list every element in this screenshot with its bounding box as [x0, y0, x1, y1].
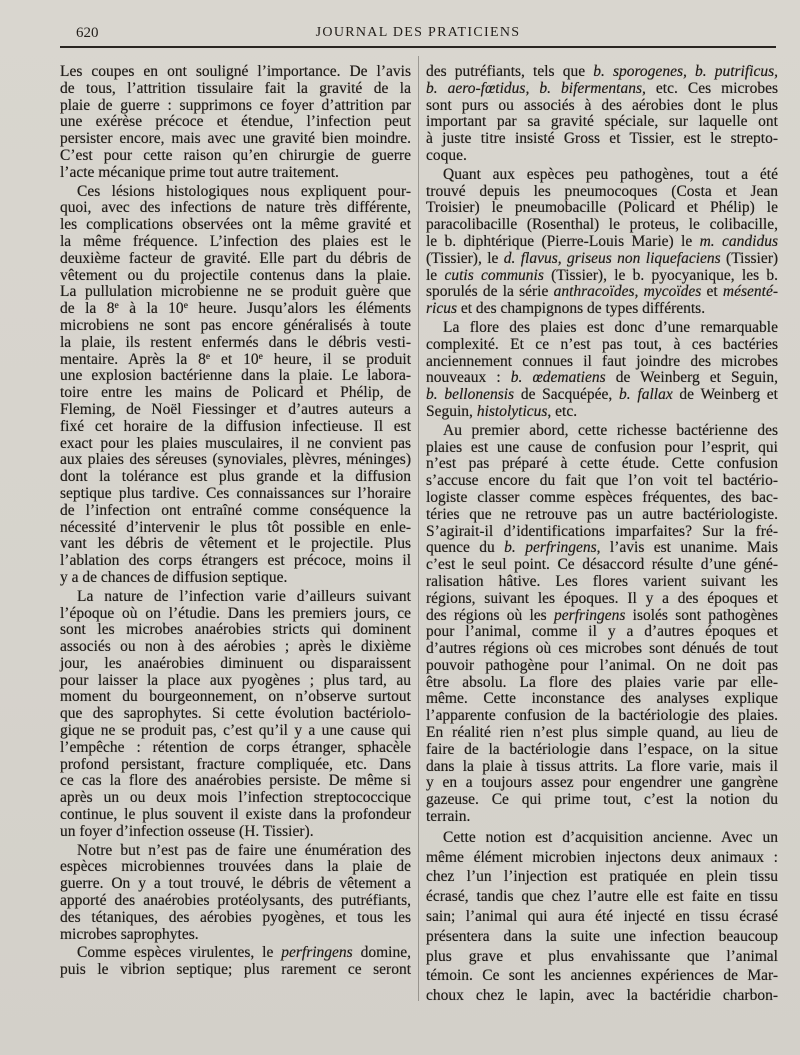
text-run: mentaire. Après la 8	[60, 350, 206, 368]
text-line	[426, 507, 778, 524]
text-line	[60, 402, 411, 419]
text-run: n’est pas préparé à cette étude. Cette confusion	[426, 455, 778, 473]
text-line	[60, 64, 411, 81]
text-line	[60, 419, 411, 436]
text-run: et	[701, 283, 723, 301]
italic-text: cutis communis	[444, 266, 544, 284]
text-run: pouvoir pathogène pour l’animal. On ne doit pas	[426, 656, 778, 674]
text-run: de Weinberg et Seguin,	[605, 369, 778, 387]
text-run: guerre. On y a tout trouvé, le débris de vêtement a	[60, 875, 411, 893]
text-run: des régions où les	[426, 606, 554, 624]
text-line	[60, 536, 411, 553]
italic-text: mésenté-	[722, 283, 779, 301]
text-line	[426, 907, 778, 927]
italic-text: m. candidus	[699, 232, 778, 250]
text-line	[426, 131, 778, 148]
text-line	[426, 217, 778, 234]
text-line	[426, 456, 778, 473]
italic-text: b. sporogenes, b. putrificus,	[593, 63, 779, 80]
italic-text: anthracoïdes, mycoïdes	[553, 283, 702, 301]
paragraph	[426, 167, 778, 318]
text-run: de Sacquépée,	[514, 386, 620, 404]
text-line	[426, 809, 778, 826]
text-run: ralisation hâtive. Les flores varient suivant les	[426, 572, 778, 590]
text-line	[60, 689, 411, 706]
text-line	[60, 520, 411, 537]
text-run: vant les débris de vêtement et le projectile. Plus	[60, 535, 411, 553]
text-line	[426, 404, 778, 421]
text-run: choux chez le lapin, avec la bactéridie charbon-	[426, 987, 778, 1005]
text-run: gique ne se produit pas, c’est qu’il y a une cause qui	[60, 722, 411, 740]
text-run: Troisier) le pneumobacille (Policard et Phélip) le	[426, 199, 778, 217]
text-line	[60, 268, 411, 285]
text-line	[426, 927, 778, 947]
text-line	[426, 524, 778, 541]
text-line	[60, 893, 411, 910]
text-line	[60, 452, 411, 469]
text-line	[426, 64, 778, 81]
text-line	[426, 354, 778, 371]
text-line	[60, 98, 411, 115]
text-run: exact pour les plaies musculaires, il ne convient pas	[60, 434, 411, 452]
text-line	[426, 966, 778, 986]
text-run: (Tissier), le	[426, 249, 504, 267]
text-run: Fleming, de Noël Fiessinger et d’autres auteurs a	[60, 400, 411, 418]
paragraph	[60, 184, 411, 587]
text-line	[426, 490, 778, 507]
text-run: sont purs ou associés à des aérobies dont le plus	[426, 96, 778, 114]
text-run: vêtement ou du projectile contenus dans la plaie.	[60, 266, 411, 284]
text-line	[426, 557, 778, 574]
text-line	[60, 486, 411, 503]
text-line	[426, 792, 778, 809]
text-run: continue, le plus souvent il existe dans la profondeur	[60, 806, 411, 824]
text-run: paracolibacille (Rosenthal) le proteus, le colibacille,	[426, 216, 778, 234]
text-run: une exérèse précoce et étendue, l’infection peut	[60, 113, 411, 131]
text-run: de Weinberg et	[672, 386, 778, 404]
text-run: anciennement connues il faut joindre des microbes	[426, 352, 778, 370]
text-line	[426, 184, 778, 201]
superscript: e	[114, 300, 119, 312]
right-column	[426, 64, 778, 1006]
text-run: des tétaniques, des aérobies pyogènes, et tous les	[60, 908, 411, 926]
text-run: et 10	[210, 350, 259, 368]
text-line	[426, 867, 778, 887]
text-run: plaies est une cause de confusion pour l’esprit, qui	[426, 438, 778, 456]
text-run: trouvé depuis les pneumocoques (Costa et Jean	[426, 182, 778, 200]
text-line	[426, 337, 778, 354]
text-run: la plaie, ils restent enfermés dans le débris vesti-	[60, 333, 411, 351]
text-line	[426, 148, 778, 165]
superscript: e	[258, 350, 263, 362]
text-run: isolés sont pathogènes	[625, 606, 778, 624]
text-line	[426, 986, 778, 1006]
text-line	[426, 624, 778, 641]
text-line	[60, 656, 411, 673]
text-line	[426, 708, 778, 725]
text-run: espèces microbiennes trouvées dans la plaie de	[60, 858, 411, 876]
italic-text: d. flavus, griseus non liquefaciens	[503, 249, 721, 267]
text-line	[426, 200, 778, 217]
text-run: écrasé, tandis que chez l’autre elle est faite en tissu	[426, 888, 778, 906]
text-run: les complications observées ont la même gravité et	[60, 216, 411, 234]
text-run: s’accuse encore du fait que l’on voit tel bactério-	[426, 472, 778, 490]
text-run: la même fréquence. L’infection des plaies est le	[60, 232, 411, 250]
text-line	[426, 301, 778, 318]
text-run: (Tissier), le b. pyocyanique, les b.	[543, 266, 778, 284]
text-line	[60, 217, 411, 234]
text-line	[60, 385, 411, 402]
text-line	[426, 828, 778, 848]
paragraph	[60, 589, 411, 841]
text-run: Cette notion est d’acquisition ancienne. Avec un	[443, 828, 778, 846]
text-run: d’autres régions où ces microbes sont dénués de tout	[426, 640, 778, 658]
italic-text: perfringens	[553, 606, 626, 624]
text-run: l’époque où on l’étudie. Dans les premiers jours, ce	[60, 604, 411, 622]
text-run: Quant aux espèces peu pathogènes, tout a été	[443, 165, 778, 183]
text-line	[60, 606, 411, 623]
text-line	[426, 387, 778, 404]
text-run: quoi, avec des infections de nature très différente,	[60, 199, 411, 217]
text-run: y a de chances de diffusion septique.	[60, 568, 288, 586]
text-run: domine,	[352, 944, 411, 962]
text-run: y en a toujours assez pour engendrer une gangrène	[426, 774, 778, 792]
column-divider	[418, 56, 419, 1001]
text-line	[426, 370, 778, 387]
text-run: apporté des anaérobies protéolysants, des putréfiants,	[60, 892, 411, 910]
text-line	[426, 114, 778, 131]
header-rule	[60, 46, 776, 48]
text-run: gazeuse. Ce qui prime tout, c’est la notion du	[426, 791, 778, 809]
text-run: sain; l’animal qui aura été injecté en tissu écrasé	[426, 908, 778, 926]
text-line	[60, 251, 411, 268]
text-run: moment du bourgeonnement, on n’observe surtout	[60, 688, 411, 706]
text-line	[60, 740, 411, 757]
text-line	[426, 440, 778, 457]
italic-text: b. œdematiens	[510, 369, 606, 387]
text-line	[426, 574, 778, 591]
text-run: régions, suivant les époques. Il y a des époques et	[426, 589, 778, 607]
text-line	[60, 436, 411, 453]
left-column	[60, 64, 411, 979]
paragraph	[60, 64, 411, 182]
text-line	[426, 608, 778, 625]
text-line	[426, 675, 778, 692]
text-line	[60, 553, 411, 570]
text-line	[426, 658, 778, 675]
text-line	[426, 234, 778, 251]
text-run: l’apparente confusion de la bactériologie des plaies.	[426, 707, 778, 725]
text-line	[60, 335, 411, 352]
superscript: e	[183, 300, 188, 312]
text-run: de l’infection ont entraîné comme conséquence la	[60, 501, 411, 519]
text-line	[426, 540, 778, 557]
text-run: La nature de l’infection varie d’ailleurs suivant	[77, 587, 411, 605]
text-run: c’est le seul point. Ce désaccord résulte d’une géné-	[426, 556, 778, 574]
text-run: complexité. Et ce n’est pas tout, à ces bactéries	[426, 335, 778, 353]
text-run: ce cas la flore des anaérobies persiste. De même si	[60, 772, 411, 790]
text-run: La pullulation microbienne ne se produit guère que	[60, 283, 411, 301]
text-run: à la 10	[118, 300, 184, 318]
text-run: être absolu. La flore des plaies varie par elle-	[426, 673, 778, 691]
text-line	[426, 947, 778, 967]
italic-text: ricus	[426, 300, 457, 318]
text-run: etc. Ces microbes	[645, 79, 778, 97]
text-run: témoin. Ce sont les anciennes expériences de Mar-	[426, 967, 778, 985]
text-line	[60, 184, 411, 201]
text-run: le	[426, 266, 445, 284]
text-line	[60, 927, 411, 944]
text-run: La flore des plaies est donc d’une remarquable	[443, 318, 778, 336]
text-line	[60, 200, 411, 217]
text-run: septique plus tardive. Ces connaissances sur l’horaire	[60, 484, 411, 502]
text-run: et des champignons de types différents.	[457, 300, 706, 318]
text-run: dans la plaie à tissus attrits. La flore varie, mais il	[426, 757, 778, 775]
text-run: de la 8	[60, 300, 115, 318]
text-run: pour laisser la place aux pyogènes ; plus tard, au	[60, 671, 411, 689]
text-run: fixé cet horaire de la diffusion infectieuse. Il est	[60, 417, 411, 435]
text-run: (Tissier)	[720, 249, 779, 267]
text-line	[60, 284, 411, 301]
text-run: En réalité rien n’est plus simple quand, au lieu de	[426, 724, 778, 742]
text-run: jour, les anaérobies diminuent ou disparaissent	[60, 654, 411, 672]
text-line	[426, 423, 778, 440]
text-line	[426, 98, 778, 115]
text-line	[60, 962, 411, 979]
text-line	[426, 742, 778, 759]
text-run: Les coupes en ont souligné l’importance. De l’avis	[60, 63, 411, 80]
text-run: plaie de guerre : supprimons ce foyer d’attrition par	[60, 96, 411, 114]
text-run: que des saprophytes. Si cette évolution bactériolo-	[60, 705, 411, 723]
text-run: terrain.	[426, 808, 471, 826]
text-line	[60, 876, 411, 893]
text-run: Seguin,	[426, 402, 477, 420]
text-run: coque.	[426, 146, 467, 164]
text-line	[60, 843, 411, 860]
text-line	[60, 910, 411, 927]
text-line	[60, 165, 411, 182]
text-run: C’est pour cette raison qu’en chirurgie de guerre	[60, 146, 411, 164]
text-run: téries que ne retrouve pas un autre bactériologiste.	[426, 505, 778, 523]
text-run: une explosion bactérienne dans la plaie. Le labora-	[60, 367, 411, 385]
paragraph	[60, 843, 411, 944]
text-line	[60, 81, 411, 98]
text-run: pour l’animal, comme il y a d’autres époques et	[426, 623, 778, 641]
text-run: microbes saprophytes.	[60, 925, 199, 943]
text-run: l’empêche : rétention de corps étranger, sphacèle	[60, 738, 411, 756]
text-run: dont la tolérance est plus grande et la diffusion	[60, 468, 411, 486]
italic-text: b. bellonensis	[426, 386, 515, 404]
text-run: des putréfiants, tels que	[426, 63, 594, 80]
text-run: nouveaux :	[426, 369, 511, 387]
text-line	[60, 234, 411, 251]
text-run: aux plaies des séreuses (synoviales, plèvres, méninges)	[60, 451, 411, 469]
text-line	[60, 945, 411, 962]
text-run: même. Cette inconstance des analyses explique	[426, 690, 778, 708]
text-line	[60, 622, 411, 639]
running-head: JOURNAL DES PRATICIENS	[315, 25, 521, 40]
text-line	[426, 591, 778, 608]
text-line	[426, 320, 778, 337]
text-run: présentera dans la suite une infection beaucoup	[426, 927, 778, 945]
text-line	[60, 469, 411, 486]
text-line	[60, 757, 411, 774]
text-line	[60, 352, 411, 369]
text-line	[60, 148, 411, 165]
text-run: le b. diphtérique (Pierre-Louis Marie) le	[426, 232, 700, 250]
paragraph	[426, 423, 778, 826]
text-line	[60, 673, 411, 690]
text-run: de tous, l’attrition tissulaire fait la gravité de la	[60, 79, 411, 97]
text-line	[60, 318, 411, 335]
text-run: associés ou non à des aérobies ; après le dixième	[60, 638, 411, 656]
text-run: après un ou deux mois l’infection streptococcique	[60, 789, 411, 807]
text-run: toire entre les mains de Policard et Phélip, de	[60, 384, 411, 402]
page-number: 620	[76, 25, 99, 41]
text-line	[426, 759, 778, 776]
text-run: Comme espèces virulentes, le	[77, 944, 282, 962]
text-line	[60, 301, 411, 318]
paragraph	[426, 64, 778, 165]
text-run: l’acte mécanique prime tout autre traitement.	[60, 163, 339, 181]
text-run: persister encore, mais avec une gravité bien moindre.	[60, 130, 411, 148]
text-line	[60, 570, 411, 587]
text-line	[60, 639, 411, 656]
text-run: , l’avis est unanime. Mais	[596, 539, 778, 557]
text-line	[426, 167, 778, 184]
text-line	[426, 268, 778, 285]
text-line	[60, 368, 411, 385]
text-line	[60, 114, 411, 131]
text-run: puis le vibrion septique; plus rarement ce seront	[60, 961, 411, 979]
text-run: Au premier abord, cette richesse bactérienne des	[443, 421, 778, 439]
text-line	[426, 848, 778, 868]
text-run: profond persistant, fracture compliquée, etc. Dans	[60, 755, 411, 773]
text-run: même élément microbien injectons deux animaux :	[426, 848, 778, 866]
paragraph	[426, 320, 778, 421]
text-line	[60, 706, 411, 723]
text-run: quence du	[426, 539, 505, 557]
text-line	[426, 284, 778, 301]
text-line	[426, 251, 778, 268]
text-run: Notre but n’est pas de faire une énumération des	[77, 841, 411, 859]
text-line	[426, 81, 778, 98]
italic-text: perfringens	[281, 944, 353, 962]
text-line	[60, 824, 411, 841]
text-line	[426, 887, 778, 907]
text-run: faire de la bactériologie dans l’espace, on la situe	[426, 740, 778, 758]
text-line	[60, 589, 411, 606]
italic-text: b. aero-fœtidus, b. bifermentans,	[426, 79, 646, 97]
paragraph	[426, 828, 778, 1006]
text-line	[426, 725, 778, 742]
italic-text: histolyticus	[476, 402, 548, 420]
text-run: plus grave et plus envahissante que l’animal	[426, 947, 778, 965]
text-line	[60, 503, 411, 520]
text-run: sporulés de la série	[426, 283, 554, 301]
text-run: chez l’un l’injection est pratiquée en plein tissu	[426, 868, 778, 886]
text-run: logiste classer comme espèces fréquentes, des bac-	[426, 488, 778, 506]
text-line	[426, 775, 778, 792]
text-run: , etc.	[547, 402, 578, 420]
text-run: sont les microbes anaérobies stricts qui dominent	[60, 621, 411, 639]
text-run: l’ablation des corps étrangers est précoce, moins il	[60, 552, 411, 570]
text-line	[426, 641, 778, 658]
text-run: heure. Jusqu’alors les éléments	[187, 300, 411, 318]
text-line	[60, 807, 411, 824]
text-line	[60, 859, 411, 876]
text-run: à juste titre insisté Gross et Tissier, est le strepto-	[426, 130, 778, 148]
text-line	[426, 691, 778, 708]
text-run: nécessité d’intervenir le plus tôt possible en enle-	[60, 518, 411, 536]
text-line	[60, 773, 411, 790]
text-line	[60, 723, 411, 740]
text-line	[60, 790, 411, 807]
superscript: e	[205, 350, 211, 362]
text-run: deuxième facteur de gravité. Elle part du débris de	[60, 249, 411, 267]
text-run: important par sa gravité spéciale, sur laquelle ont	[426, 113, 778, 131]
italic-text: b. fallax	[619, 386, 673, 404]
text-line	[426, 473, 778, 490]
text-run: S’agirait-il d’identifications imparfaites? Sur la fré-	[426, 522, 778, 540]
text-line	[60, 131, 411, 148]
italic-text: b. perfringens	[504, 539, 597, 557]
text-run: un foyer d’infection osseuse (H. Tissier).	[60, 822, 314, 840]
text-run: Ces lésions histologiques nous expliquent pour-	[77, 182, 411, 200]
text-run: heure, il se produit	[262, 350, 411, 368]
paragraph	[60, 945, 411, 979]
text-run: microbiens ne sont pas encore généralisés à toute	[60, 316, 411, 334]
